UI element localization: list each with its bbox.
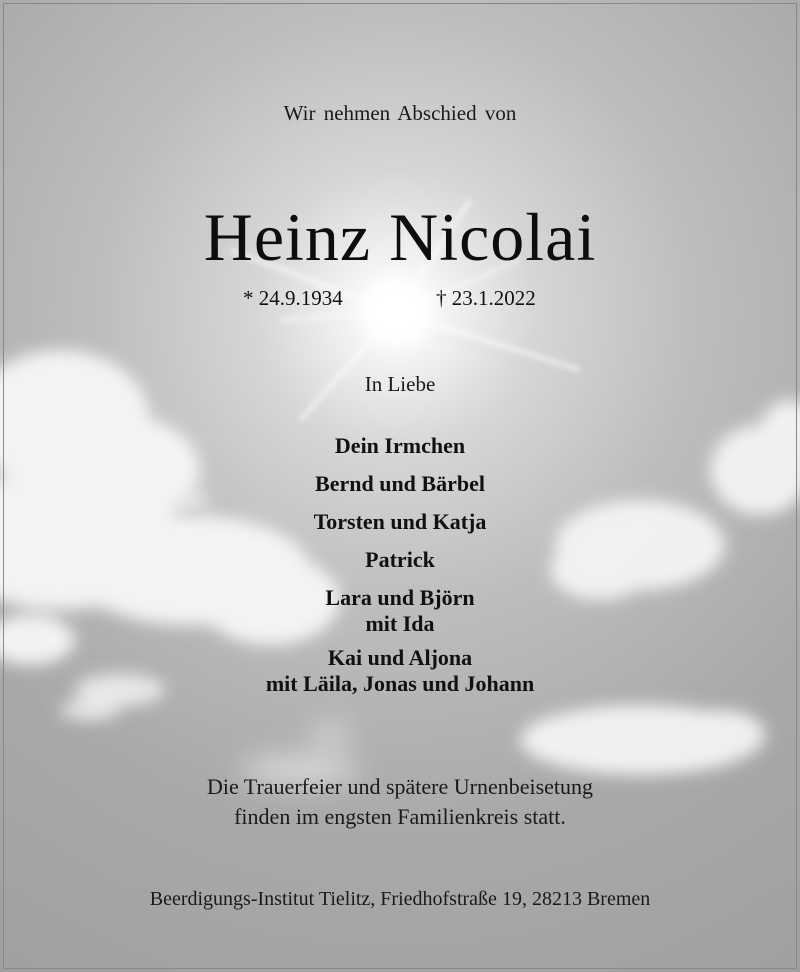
- in-love-text: In Liebe: [364, 372, 436, 396]
- birth-date: * 24.9.1934: [243, 286, 343, 310]
- service-info: [0, 772, 800, 832]
- service-line: finden im engsten Familienkreis statt.: [234, 804, 566, 829]
- family-list: [0, 427, 800, 699]
- death-date: † 23.1.2022: [436, 286, 536, 310]
- family-member: Torsten und Katja: [313, 509, 487, 534]
- family-member: Lara und Björn: [325, 585, 475, 610]
- family-member: Bernd und Bärbel: [315, 471, 485, 496]
- funeral-home-footer: Beerdigungs-Institut Tielitz, Friedhofstraße 19, 28213 Bremen: [149, 888, 651, 910]
- family-member: Patrick: [365, 547, 435, 572]
- deceased-name: Heinz Nicolai: [203, 199, 597, 275]
- cloud-bottom-right: [520, 705, 765, 775]
- family-member: Dein Irmchen: [334, 433, 466, 458]
- family-member: Kai und Aljona: [327, 645, 473, 670]
- family-member: mit Läila, Jonas und Johann: [265, 671, 535, 696]
- intro-text: Wir nehmen Abschied von: [283, 101, 517, 125]
- family-member: mit Ida: [365, 611, 435, 636]
- service-line: Die Trauerfeier und spätere Urnenbeisetung: [206, 774, 594, 799]
